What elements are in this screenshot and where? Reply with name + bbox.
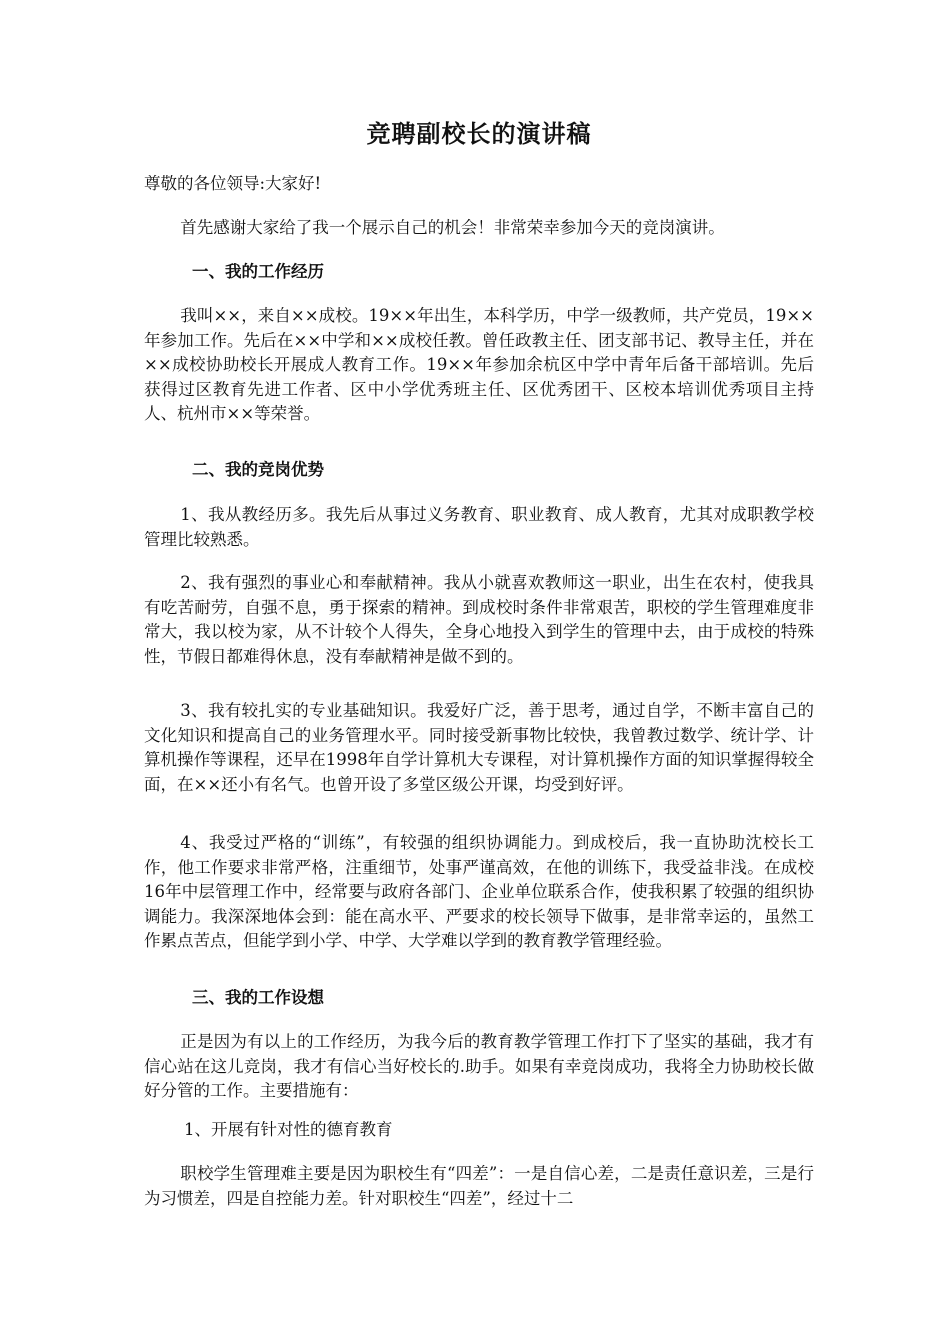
advantage-paragraph-1: 1、我从教经历多。我先后从事过义务教育、职业教育、成人教育，尤其对成职教学校管理比较熟悉。 bbox=[144, 505, 814, 549]
section-heading-work-experience: 一、我的工作经历 bbox=[192, 262, 324, 281]
work-experience-paragraph: 我叫××，来自××成校。19××年出生，本科学历，中学一级教师，共产党员，19××年参加工作。先后在××中学和××成校任教。曾任政教主任、团支部书记、教导主任，并在××成校协助校长开展成人教育工作。19××年参加余杭区中学中青年后备干部培训。先后获得过区教育先进工作者、区中小学优秀班主任、区优秀团干、区校本培训优秀项目主持人、杭州市××等荣誉。 bbox=[144, 306, 814, 423]
greeting: 尊敬的各位领导:大家好! bbox=[144, 174, 322, 193]
intro-paragraph: 首先感谢大家给了我一个展示自己的机会！非常荣幸参加今天的竞岗演讲。 bbox=[180, 218, 725, 237]
advantage-paragraph-4: 4、我受过严格的“训练”，有较强的组织协调能力。到成校后，我一直协助沈校长工作，他工作要求非常严格，注重细节，处事严谨高效，在他的训练下，我受益非浅。在成校16年中层管理工作中，经常要与政府各部门、企业单位联系合作，使我积累了较强的组织协调能力。我深深地体会到：能在高水平、严要求的校长领导下做事，是非常幸运的，虽然工作累点苦点，但能学到小学、中学、大学难以学到的教育教学管理经验。 bbox=[144, 833, 814, 950]
section-heading-advantages: 二、我的竞岗优势 bbox=[192, 460, 324, 479]
advantage-paragraph-2: 2、我有强烈的事业心和奉献精神。我从小就喜欢教师这一职业，出生在农村，使我具有吃苦耐劳，自强不息，勇于探索的精神。到成校时条件非常艰苦，职校的学生管理难度非常大，我以校为家，从不计较个人得失，全身心地投入到学生的管理中去，由于成校的特殊性，节假日都难得休息，没有奉献精神是做不到的。 bbox=[144, 573, 814, 666]
document-title: 竞聘副校长的演讲稿 bbox=[366, 120, 592, 148]
subheading-moral-education: 1、开展有针对性的德育教育 bbox=[184, 1120, 393, 1139]
section-heading-work-plan: 三、我的工作设想 bbox=[192, 988, 324, 1007]
work-plan-paragraph: 正是因为有以上的工作经历，为我今后的教育教学管理工作打下了坚实的基础，我才有信心站在这儿竞岗，我才有信心当好校长的.助手。如果有幸竞岗成功，我将全力协助校长做好分管的工作。主要措施有： bbox=[144, 1032, 814, 1100]
advantage-paragraph-3: 3、我有较扎实的专业基础知识。我爱好广泛，善于思考，通过自学，不断丰富自己的文化知识和提高自己的业务管理水平。同时接受新事物比较快，我曾教过数学、统计学、计算机操作等课程，还早在1998年自学计算机大专课程，对计算机操作方面的知识掌握得较全面，在××还小有名气。也曾开设了多堂区级公开课，均受到好评。 bbox=[144, 701, 814, 794]
moral-education-paragraph: 职校学生管理难主要是因为职校生有“四差”：一是自信心差，二是责任意识差，三是行为习惯差，四是自控能力差。针对职校生“四差”，经过十二 bbox=[144, 1164, 814, 1208]
